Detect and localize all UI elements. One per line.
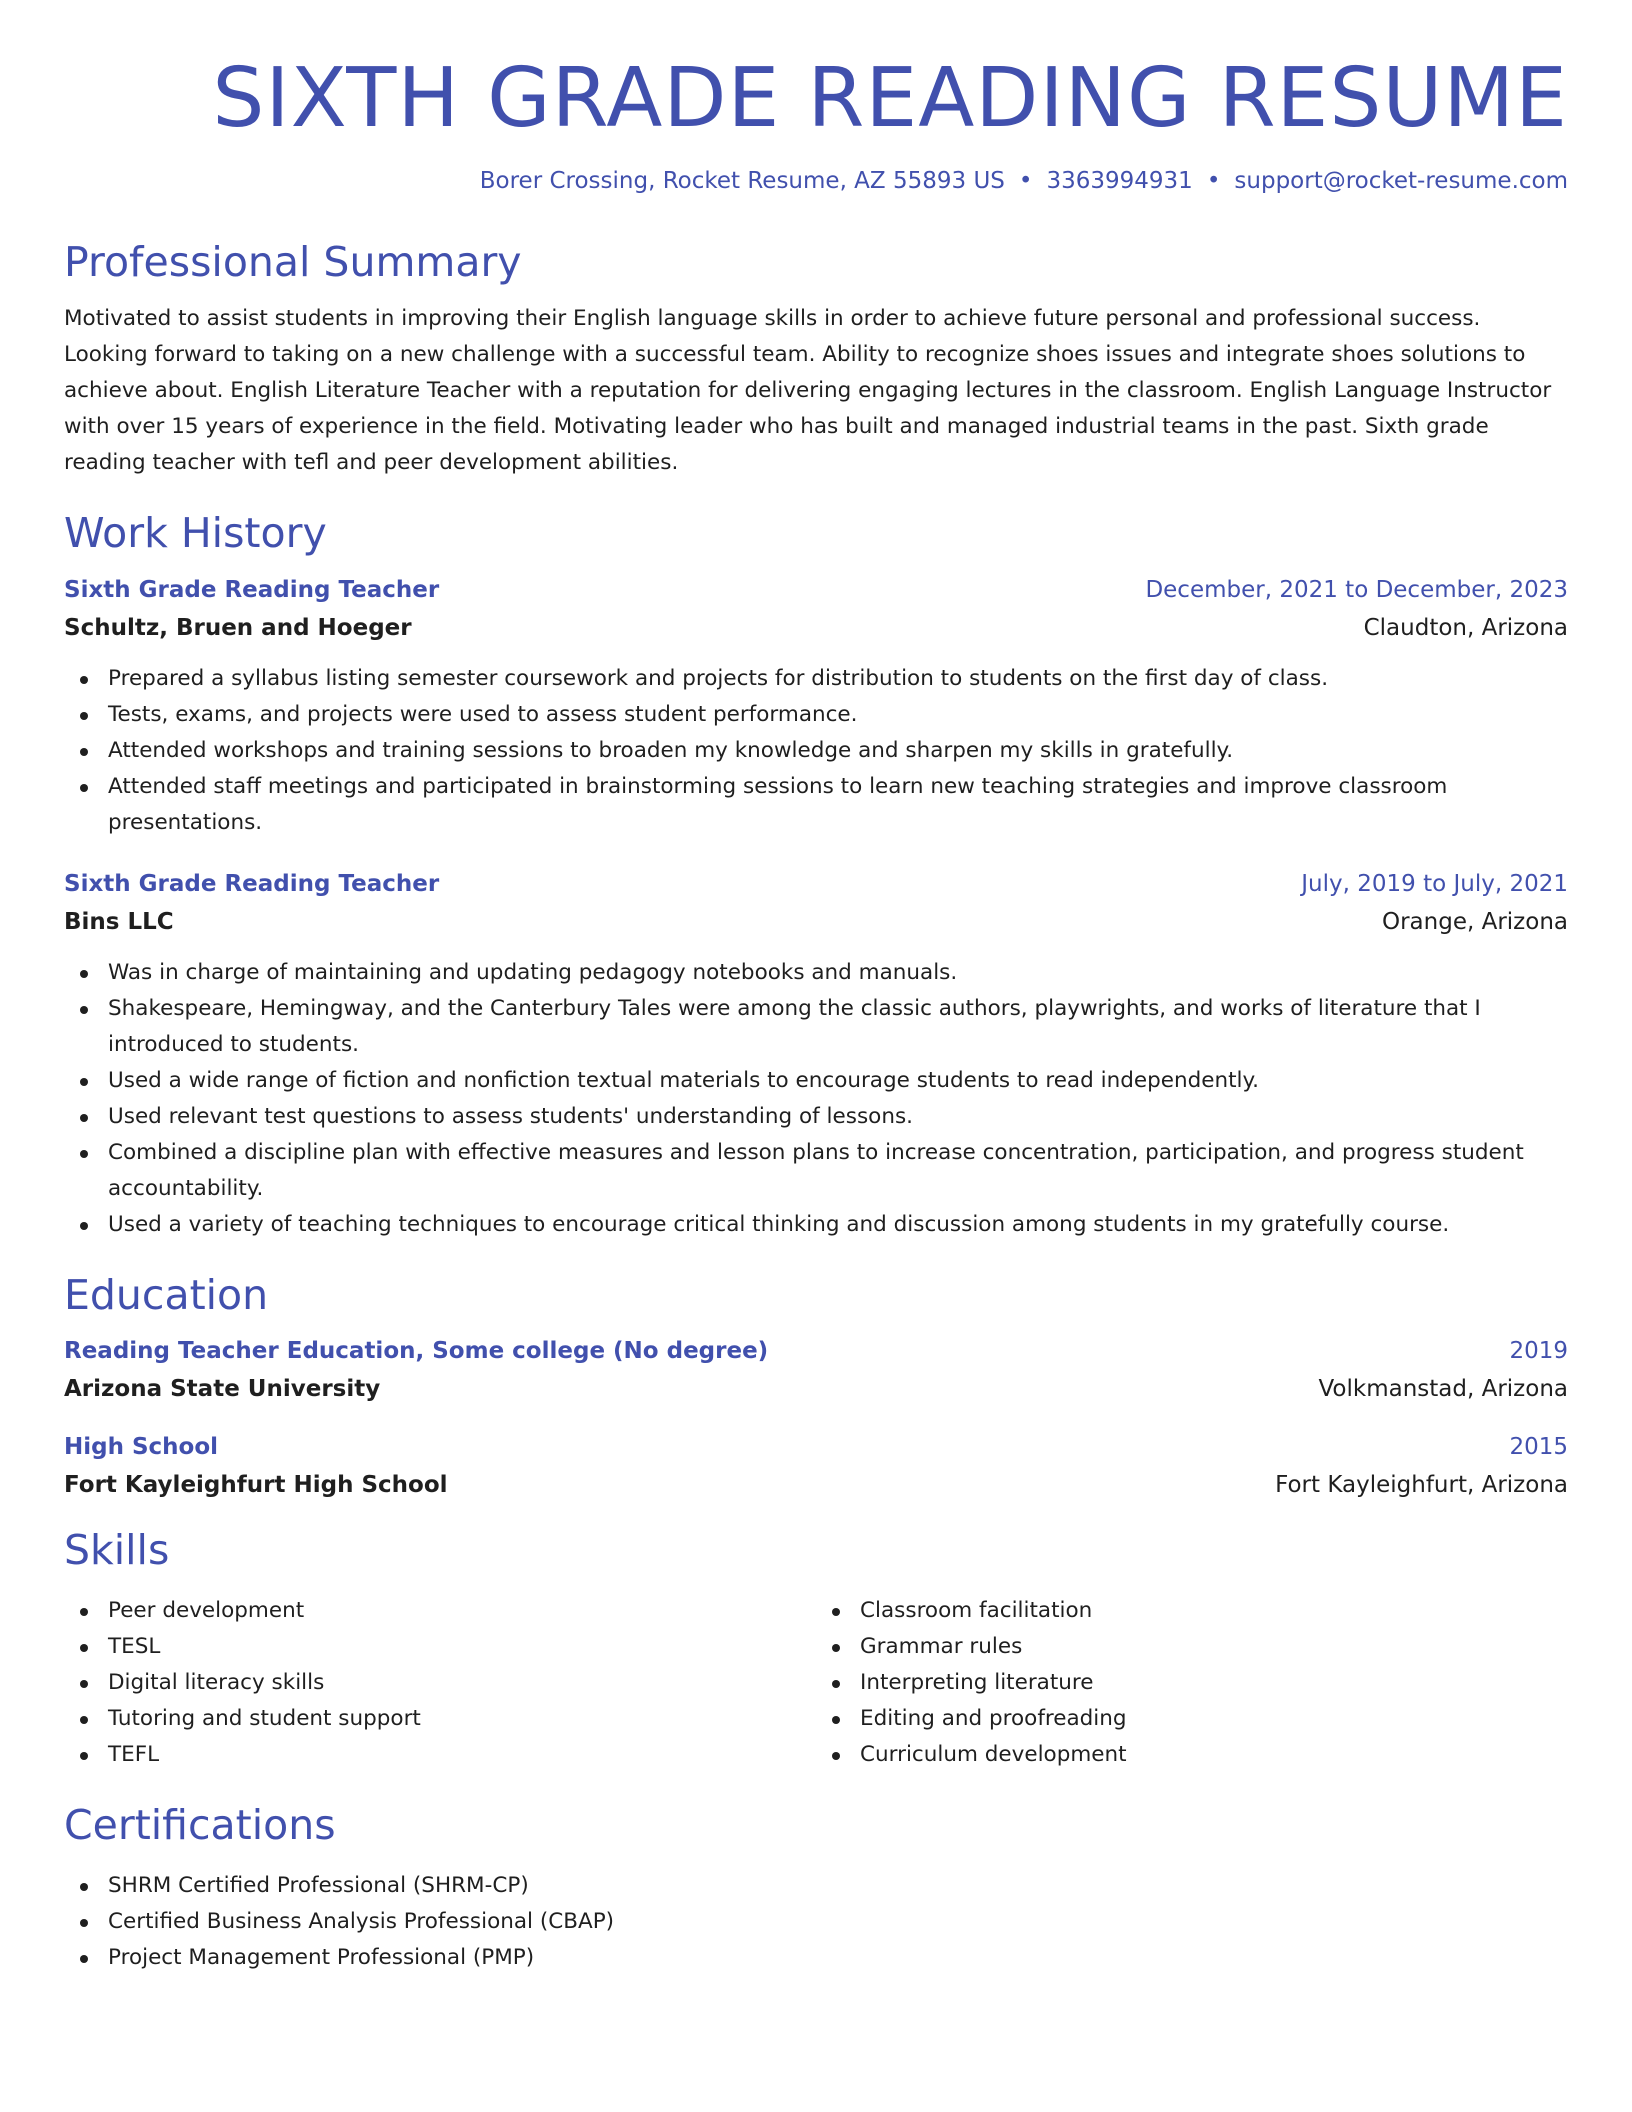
address: Borer Crossing, Rocket Resume, AZ 55893 US	[479, 168, 1005, 195]
section-title-work-history: Work History	[64, 509, 327, 558]
list-item: Attended staff meetings and participated in brainstorming sessions to learn new teaching strategies and improve classroom presentations.	[64, 769, 1568, 841]
list-item: Editing and proofreading	[816, 1701, 1568, 1737]
education-entry	[64, 1338, 1568, 1402]
degree-title: Reading Teacher Education, Some college (No degree)	[64, 1337, 769, 1364]
education-entry	[64, 1434, 1568, 1498]
list-item: Was in charge of maintaining and updating pedagogy notebooks and manuals.	[64, 955, 1568, 991]
section-title-summary: Professional Summary	[64, 238, 522, 287]
skills-column-right	[816, 1593, 1568, 1773]
email-link[interactable]: support@rocket-resume.com	[1234, 168, 1568, 195]
certifications-list	[64, 1868, 1568, 1976]
list-item: Interpreting literature	[816, 1665, 1568, 1701]
job-location: Orange, Arizona	[1382, 908, 1568, 935]
contact-line	[64, 168, 1568, 194]
skills-list	[64, 1593, 1568, 1773]
graduation-year: 2019	[1509, 1337, 1568, 1364]
list-item: Curriculum development	[816, 1737, 1568, 1773]
list-item: Project Management Professional (PMP)	[64, 1940, 1568, 1976]
section-title-skills: Skills	[64, 1525, 170, 1574]
section-title-certifications: Certifications	[64, 1801, 336, 1850]
job-dates: July, 2019 to July, 2021	[1301, 870, 1568, 897]
list-item: Combined a discipline plan with effective measures and lesson plans to increase concentration, participation, and progress student accountability.	[64, 1135, 1568, 1207]
section-title-education: Education	[64, 1270, 269, 1319]
job-dates: December, 2021 to December, 2023	[1145, 576, 1568, 603]
list-item: Tests, exams, and projects were used to assess student performance.	[64, 697, 1568, 733]
phone: 3363994931	[1046, 168, 1193, 195]
separator-dot: •	[1206, 168, 1221, 195]
list-item: Prepared a syllabus listing semester coursework and projects for distribution to students on the first day of class.	[64, 661, 1568, 697]
list-item: Used a variety of teaching techniques to encourage critical thinking and discussion among students in my gratefully course.	[64, 1207, 1568, 1243]
graduation-year: 2015	[1509, 1433, 1568, 1460]
school-location: Volkmanstad, Arizona	[1318, 1375, 1568, 1402]
list-item: TESL	[64, 1629, 816, 1665]
list-item: Used relevant test questions to assess students' understanding of lessons.	[64, 1099, 1568, 1135]
job-title: Sixth Grade Reading Teacher	[64, 870, 440, 897]
list-item: Classroom facilitation	[816, 1593, 1568, 1629]
list-item: Shakespeare, Hemingway, and the Canterbury Tales were among the classic authors, playwrights, and works of literature that I introduced to students.	[64, 991, 1568, 1063]
degree-title: High School	[64, 1433, 219, 1460]
list-item: SHRM Certified Professional (SHRM-CP)	[64, 1868, 1568, 1904]
job-entry	[64, 871, 1568, 1243]
school-location: Fort Kayleighfurt, Arizona	[1275, 1471, 1568, 1498]
job-location: Claudton, Arizona	[1363, 614, 1568, 641]
list-item: Certified Business Analysis Professional (CBAP)	[64, 1904, 1568, 1940]
school-name: Fort Kayleighfurt High School	[64, 1471, 448, 1498]
skills-column-left	[64, 1593, 816, 1773]
list-item: Attended workshops and training sessions to broaden my knowledge and sharpen my skills in gratefully.	[64, 733, 1568, 769]
employer-name: Bins LLC	[64, 908, 174, 935]
job-bullets	[64, 955, 1568, 1243]
list-item: Used a wide range of fiction and nonfiction textual materials to encourage students to read independently.	[64, 1063, 1568, 1099]
separator-dot: •	[1018, 168, 1033, 195]
job-bullets	[64, 661, 1568, 841]
school-name: Arizona State University	[64, 1375, 381, 1402]
employer-name: Schultz, Bruen and Hoeger	[64, 614, 412, 641]
resume-title: SIXTH GRADE READING RESUME	[212, 51, 1568, 146]
job-entry	[64, 577, 1568, 841]
list-item: TEFL	[64, 1737, 816, 1773]
job-title: Sixth Grade Reading Teacher	[64, 576, 440, 603]
summary-text: Motivated to assist students in improving their English language skills in order to achieve future personal and professional success. Looking forward to taking on a new challenge with a successful team. Ability to recognize shoes issues and integrate shoes solutions to achieve about. English Literature Teacher with a reputation for delivering engaging lectures in the classroom. English Language Instructor with over 15 years of experience in the field. Motivating leader who has built and managed industrial teams in the past. Sixth grade reading teacher with tefl and peer development abilities.	[64, 306, 1552, 476]
list-item: Grammar rules	[816, 1629, 1568, 1665]
list-item: Digital literacy skills	[64, 1665, 816, 1701]
list-item: Peer development	[64, 1593, 816, 1629]
list-item: Tutoring and student support	[64, 1701, 816, 1737]
